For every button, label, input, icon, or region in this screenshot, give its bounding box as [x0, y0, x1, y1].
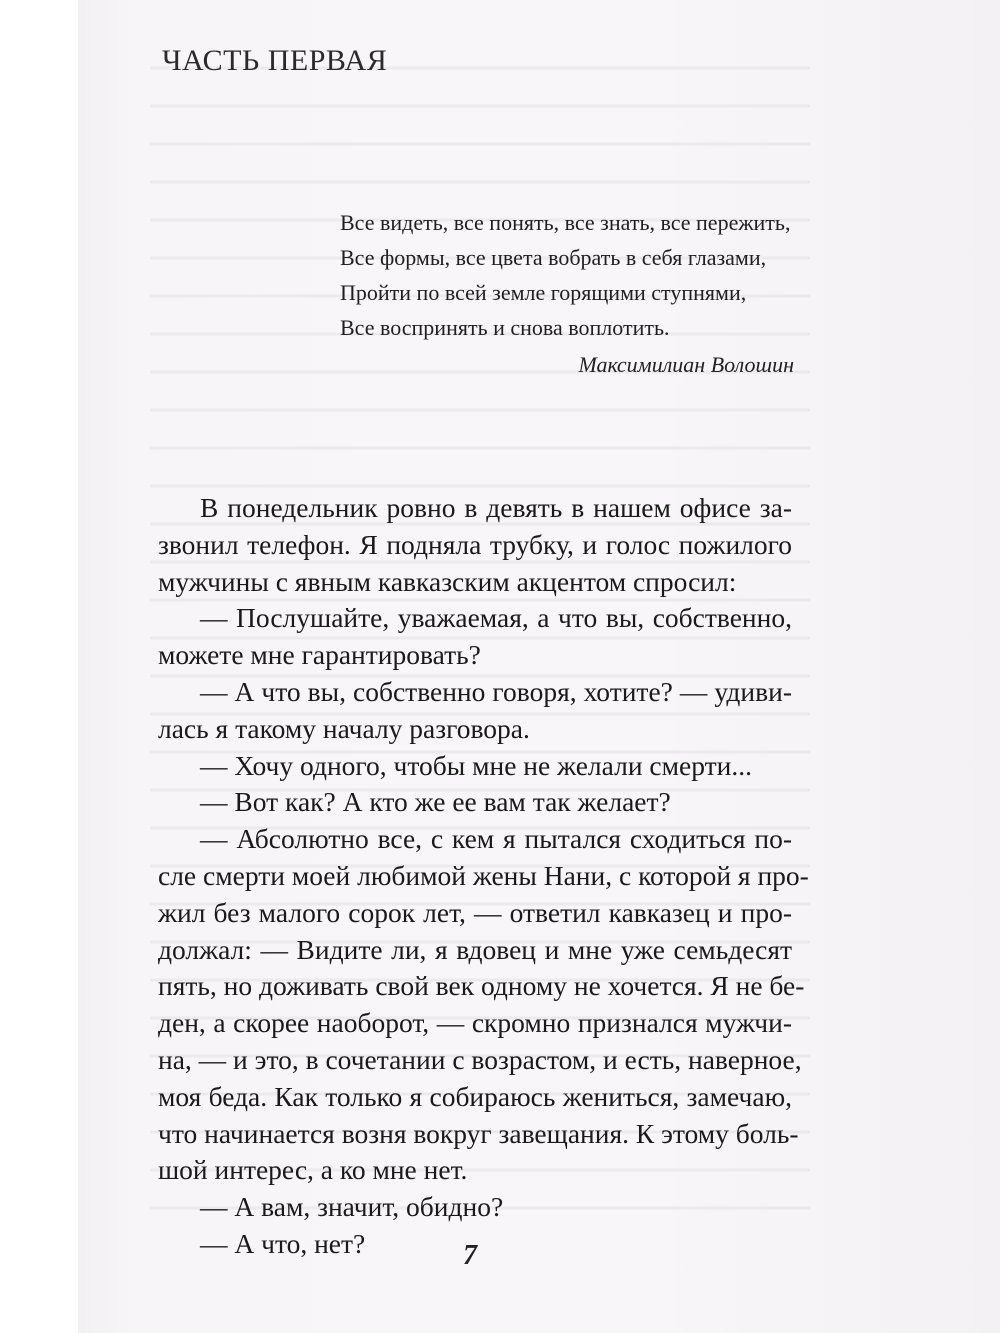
body-text — [158, 490, 809, 1263]
epigraph-line: Пройти по всей земле горящими ступнями, — [340, 280, 747, 305]
text-line: жил без малого сорок лет, — ответил кавказец и про- — [158, 896, 792, 928]
text-line: — А что, нет? — [200, 1227, 366, 1259]
text-line: — А вам, значит, обидно? — [200, 1191, 504, 1223]
text-line: шой интерес, а ко мне нет. — [158, 1154, 468, 1186]
text-line: — А что вы, собственно говоря, хотите? — удиви- — [200, 675, 792, 707]
text-line: звонил телефон. Я подняла трубку, и голос пожилого — [158, 528, 792, 560]
page-number: 7 — [463, 1240, 477, 1271]
text-line: — Послушайте, уважаемая, а что вы, собственно, — [200, 602, 792, 634]
text-line: сле смерти моей любимой жены Нани, с которой я про- — [158, 859, 809, 891]
text-line: мужчины с явным кавказским акцентом спросил: — [158, 565, 737, 597]
text-line: должал: — Видите ли, я вдовец и мне уже семьдесят — [158, 933, 792, 965]
epigraph-line: Все видеть, все понять, все знать, все пережить, — [340, 210, 791, 235]
text-line: на, — и это, в сочетании с возрастом, и есть, наверное, — [158, 1043, 802, 1075]
text-line: — Вот как? А кто же ее вам так желает? — [200, 786, 671, 818]
epigraph-line: Все формы, все цвета вобрать в себя глазами, — [340, 245, 767, 270]
part-title: ЧАСТЬ ПЕРВАЯ — [162, 44, 388, 77]
text-line: ден, а скорее наоборот, — скромно признался мужчи- — [158, 1007, 792, 1039]
text-line: лась я такому началу разговора. — [158, 712, 530, 744]
text-line: можете мне гарантировать? — [158, 639, 481, 671]
epigraph — [340, 205, 800, 345]
text-line: моя беда. Как только я собираюсь жениться, замечаю, — [158, 1080, 792, 1112]
text-line: пять, но доживать свой век одному не хочется. Я не бе- — [158, 970, 805, 1002]
epigraph-author: Максимилиан Волошин — [578, 352, 794, 377]
text-line: В понедельник ровно в девять в нашем офисе за- — [200, 492, 792, 523]
text-line: что начинается возня вокруг завещания. К этому боль- — [158, 1117, 799, 1149]
epigraph-line: Все воспринять и снова воплотить. — [340, 315, 670, 340]
text-line: — Хочу одного, чтобы мне не желали смерти... — [200, 749, 752, 781]
text-line: — Абсолютно все, с кем я пытался сходиться по- — [200, 823, 792, 855]
